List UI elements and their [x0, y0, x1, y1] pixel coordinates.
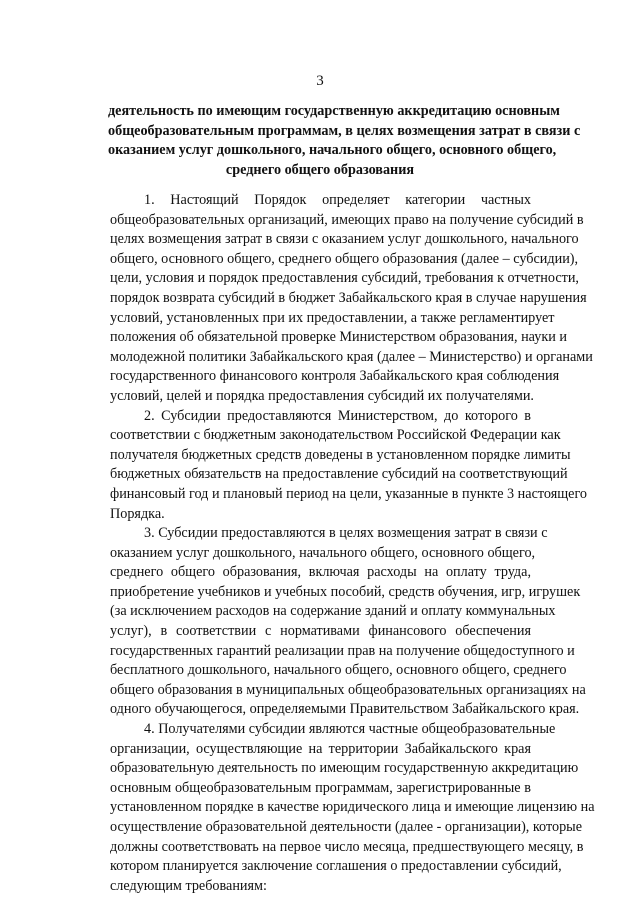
title-line: среднего общего образования — [225, 161, 415, 178]
text-line: порядок возврата субсидий в бюджет Забайкальского края в случае нарушения — [110, 289, 587, 306]
text-line: должны соответствовать на первое число месяца, предшествующего месяцу, в — [110, 838, 584, 855]
text-line: образовательную деятельность по имеющим государственную аккредитацию — [110, 760, 579, 777]
text-line: общеобразовательных организаций, имеющих право на получение субсидий в — [110, 211, 584, 228]
text-line: приобретение учебников и учебных пособий, средств обучения, игр, игрушек — [110, 583, 581, 600]
text-line: условий, целей и порядка предоставления субсидий их получателями. — [110, 387, 534, 404]
paragraph-2 — [110, 407, 588, 525]
title-line: оказанием услуг дошкольного, начального общего, основного общего, — [108, 142, 557, 159]
text-line: государственного финансового контроля Забайкальского края соблюдения — [110, 368, 560, 385]
text-line: 4. Получателями субсидии являются частные общеобразовательные — [144, 721, 556, 738]
text-line: получателя бюджетных средств доведены в установленном порядке лимиты — [110, 446, 571, 463]
document-body — [110, 191, 595, 896]
page-number: 3 — [316, 73, 324, 89]
text-line: молодежной политики Забайкальского края (далее – Министерство) и органами — [110, 348, 593, 365]
text-line: установленном порядке в качестве юридического лица и имеющие лицензию на — [110, 799, 595, 816]
text-line: одного обучающегося, определяемыми Правительством Забайкальского края. — [110, 701, 580, 718]
text-line: цели, условия и порядок предоставления субсидий, требования к отчетности, — [110, 270, 579, 287]
paragraph-1 — [110, 191, 593, 407]
title-line: деятельность по имеющим государственную аккредитацию основным — [108, 103, 560, 119]
text-line: 1. Настоящий Порядок определяет категории частных — [144, 192, 531, 208]
text-line: целях возмещения затрат в связи с оказанием услуг дошкольного, начального — [110, 231, 579, 248]
document-title — [108, 102, 581, 180]
text-line: общего, основного общего, среднего общего образования (далее – субсидии), — [110, 250, 579, 267]
text-line: следующим требованиям: — [110, 877, 267, 894]
text-line: котором планируется заключение соглашения о предоставлении субсидий, — [110, 858, 562, 875]
text-line: условий, установленных при их предоставлении, а также регламентирует — [110, 309, 555, 326]
text-line: 3. Субсидии предоставляются в целях возмещения затрат в связи с — [144, 525, 548, 542]
text-line: (за исключением расходов на содержание зданий и оплату коммунальных — [110, 603, 556, 620]
text-line: бюджетных обязательств на предоставление субсидий на соответствующий — [110, 466, 568, 483]
text-line: финансовый год и плановый период на цели, указанные в пункте 3 настоящего — [110, 485, 588, 502]
text-line: осуществление образовательной деятельности (далее - организации), которые — [110, 819, 582, 835]
text-line: соответствии с бюджетным законодательством Российской Федерации как — [110, 427, 561, 444]
text-line: организации, осуществляющие на территории Забайкальского края — [110, 740, 531, 757]
text-line: 2. Субсидии предоставляются Министерством, до которого в — [144, 407, 531, 424]
text-line: государственных гарантий реализации прав на получение общедоступного и — [110, 642, 575, 659]
title-line: общеобразовательным программам, в целях возмещения затрат в связи с — [108, 122, 581, 139]
text-line: основным общеобразовательным программам, зарегистрированные в — [110, 779, 531, 796]
text-line: оказанием услуг дошкольного, начального общего, основного общего, — [110, 544, 536, 561]
text-line: услуг), в соответствии с нормативами финансового обеспечения — [110, 623, 531, 640]
text-line: положения об обязательной проверке Министерством образования, науки и — [110, 329, 567, 346]
text-line: среднего общего образования, включая расходы на оплату труда, — [110, 564, 531, 581]
paragraph-4 — [110, 720, 595, 896]
text-line: Порядка. — [110, 505, 165, 522]
paragraph-3 — [110, 524, 586, 720]
text-line: бесплатного дошкольного, начального общего, основного общего, среднего — [110, 662, 567, 679]
text-line: общего образования в муниципальных общеобразовательных организациях на — [110, 681, 586, 698]
